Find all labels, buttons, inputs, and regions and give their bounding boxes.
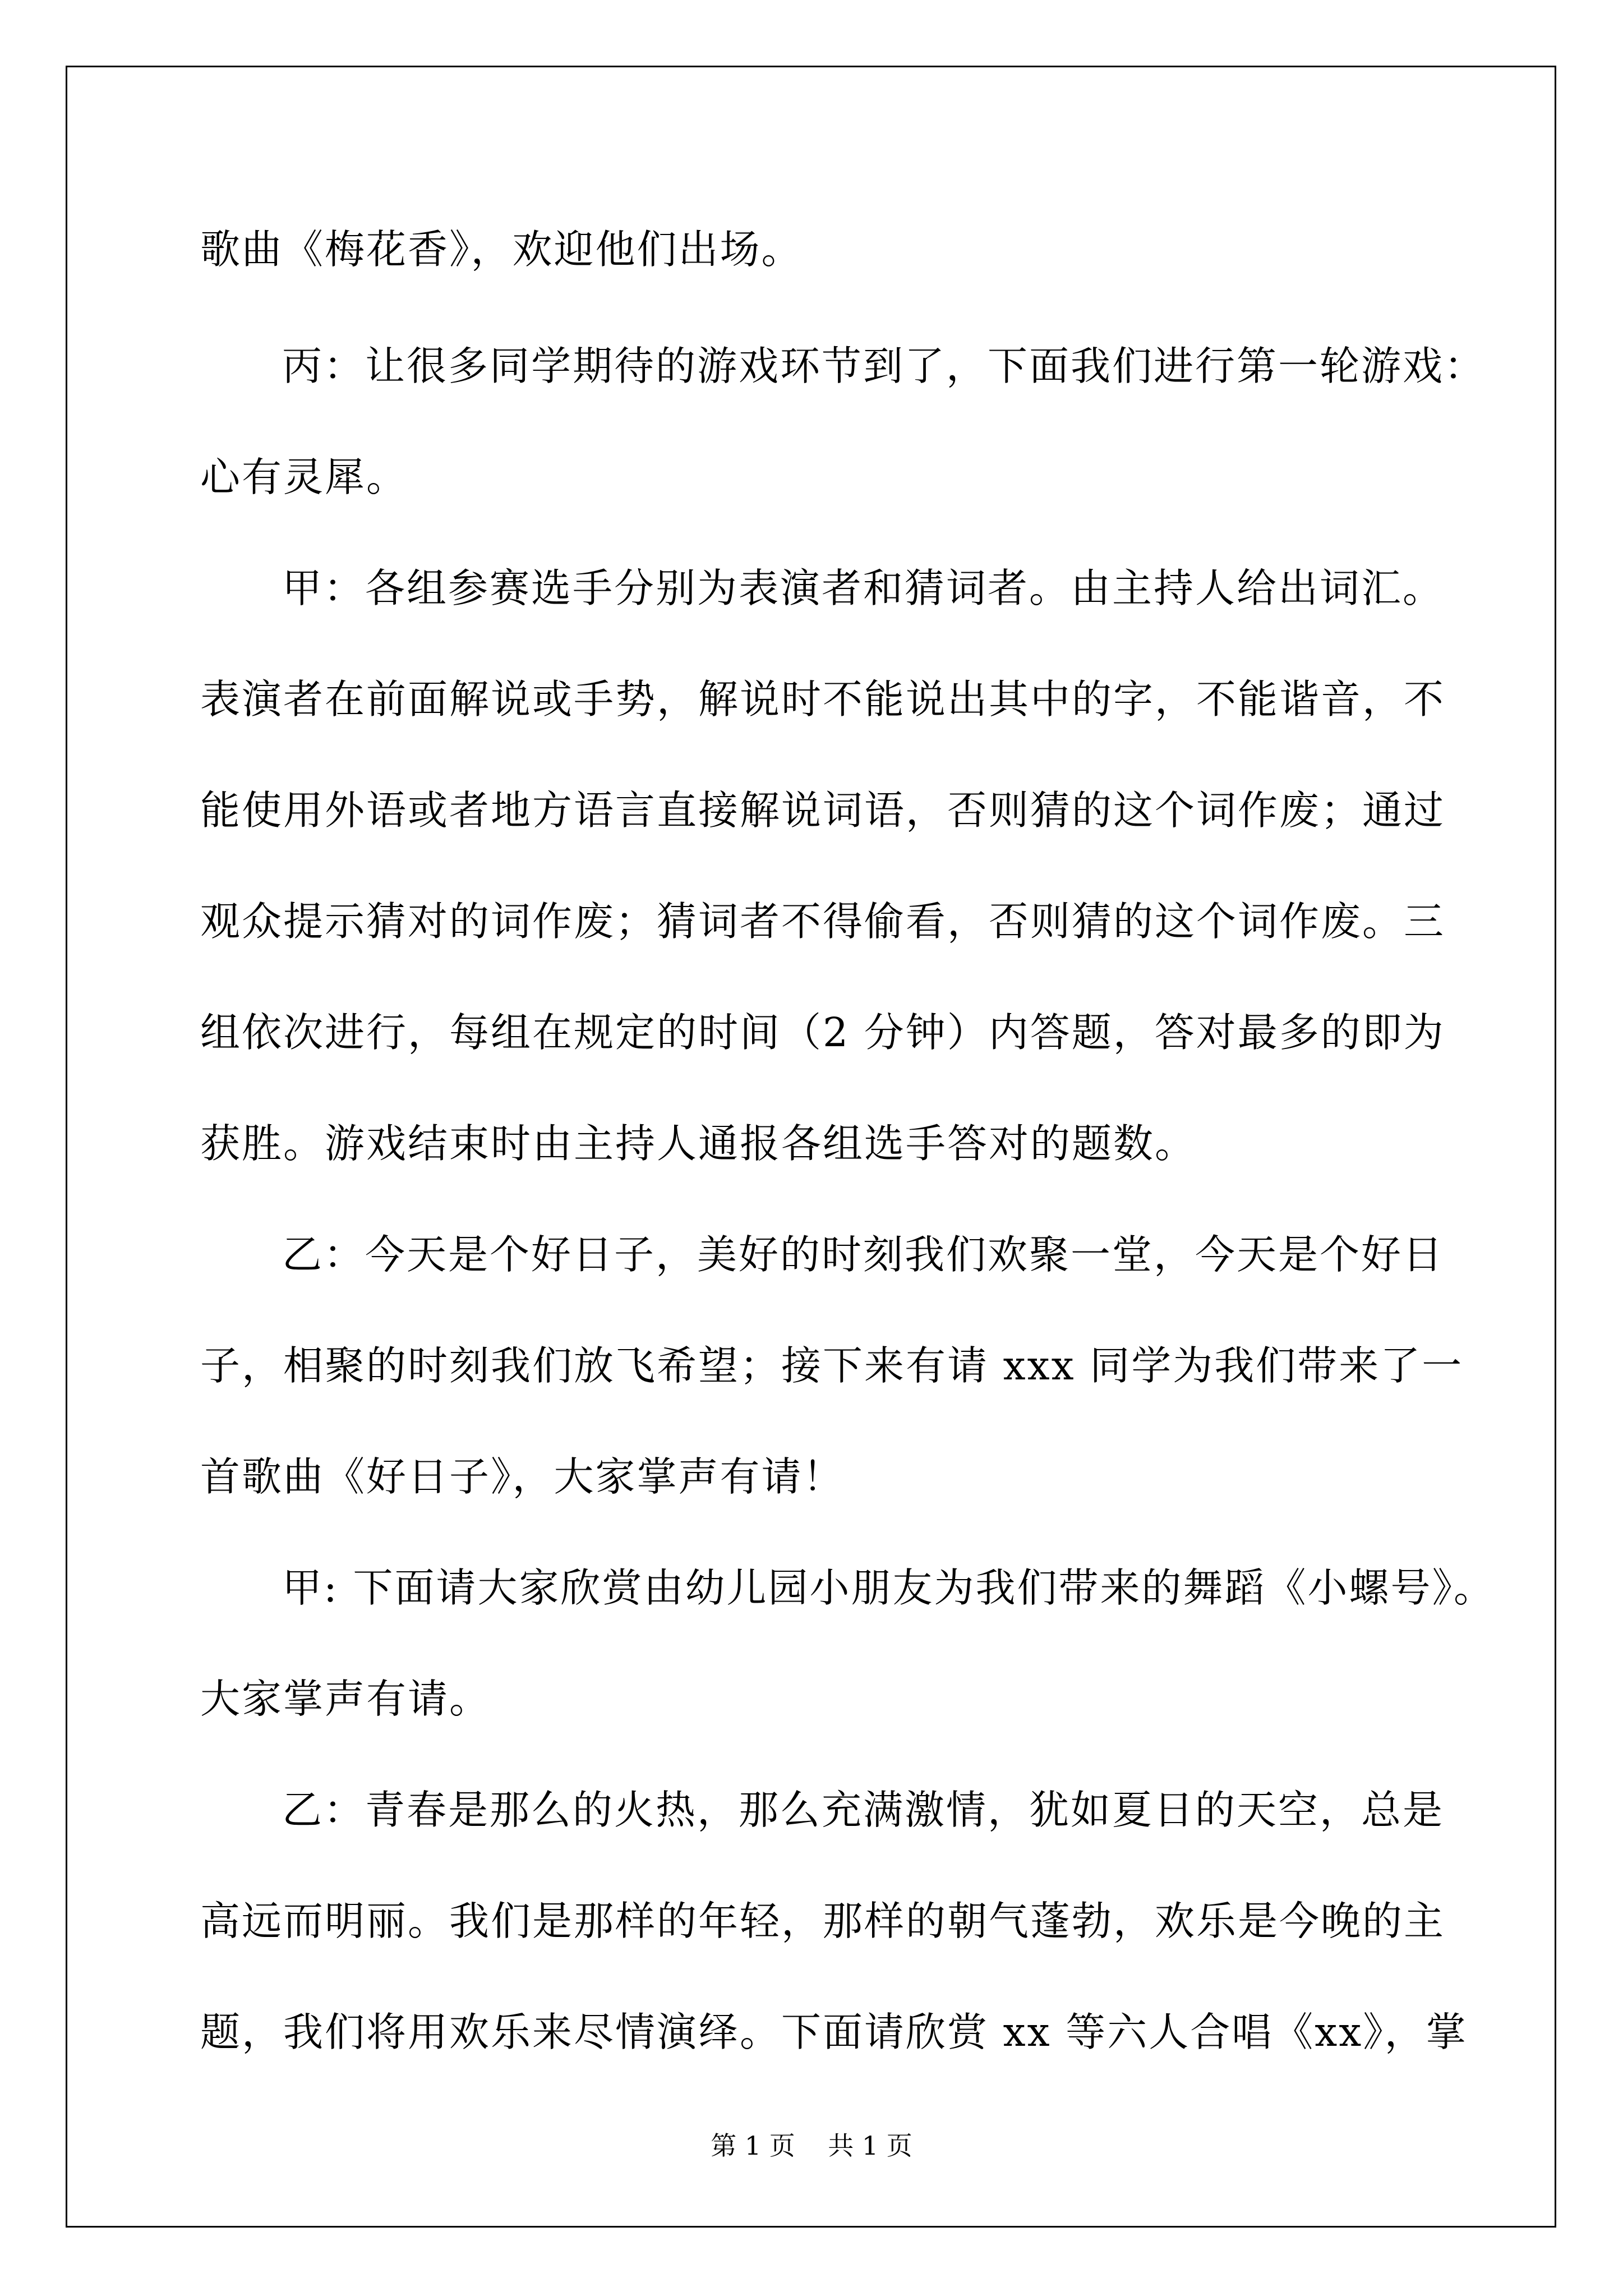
text-line: 丙：让很多同学期待的游戏环节到了，下面我们进行第一轮游戏： <box>282 343 1486 389</box>
text-line: 乙：青春是那么的火热，那么充满激情，犹如夏日的天空，总是 <box>282 1787 1445 1833</box>
text-line: 心有灵犀。 <box>200 454 408 500</box>
text-line: 能使用外语或者地方语言直接解说词语，否则猜的这个词作废；通过 <box>200 787 1446 834</box>
text-line: 高远而明丽。我们是那样的年轻，那样的朝气蓬勃，欢乐是今晚的主 <box>200 1898 1446 1944</box>
text-line: 观众提示猜对的词作废；猜词者不得偷看，否则猜的这个词作废。三 <box>200 898 1446 945</box>
text-line: 题，我们将用欢乐来尽情演绎。下面请欣赏 xx 等六人合唱《xx》，掌 <box>200 2009 1468 2055</box>
text-line: 首歌曲《好日子》，大家掌声有请！ <box>200 1453 845 1500</box>
page-footer: 第 1 页 共 1 页 <box>711 2131 912 2161</box>
text-line: 甲：各组参赛选手分别为表演者和猜词者。由主持人给出词汇。 <box>282 565 1445 611</box>
text-line: 甲: 下面请大家欣赏由幼儿园小朋友为我们带来的舞蹈《小螺号》。 <box>282 1565 1495 1611</box>
text-line: 获胜。游戏结束时由主持人通报各组选手答对的题数。 <box>200 1120 1197 1167</box>
text-line: 歌曲《梅花香》，欢迎他们出场。 <box>200 226 803 273</box>
text-line: 组依次进行，每组在规定的时间（2 分钟）内答题，答对最多的即为 <box>200 1009 1445 1056</box>
text-line: 子，相聚的时刻我们放飞希望；接下来有请 xxx 同学为我们带来了一 <box>200 1342 1464 1389</box>
text-line: 大家掌声有请。 <box>200 1676 491 1722</box>
text-line: 乙：今天是个好日子，美好的时刻我们欢聚一堂，今天是个好日 <box>282 1231 1445 1278</box>
text-line: 表演者在前面解说或手势，解说时不能说出其中的字，不能谐音，不 <box>200 676 1446 723</box>
